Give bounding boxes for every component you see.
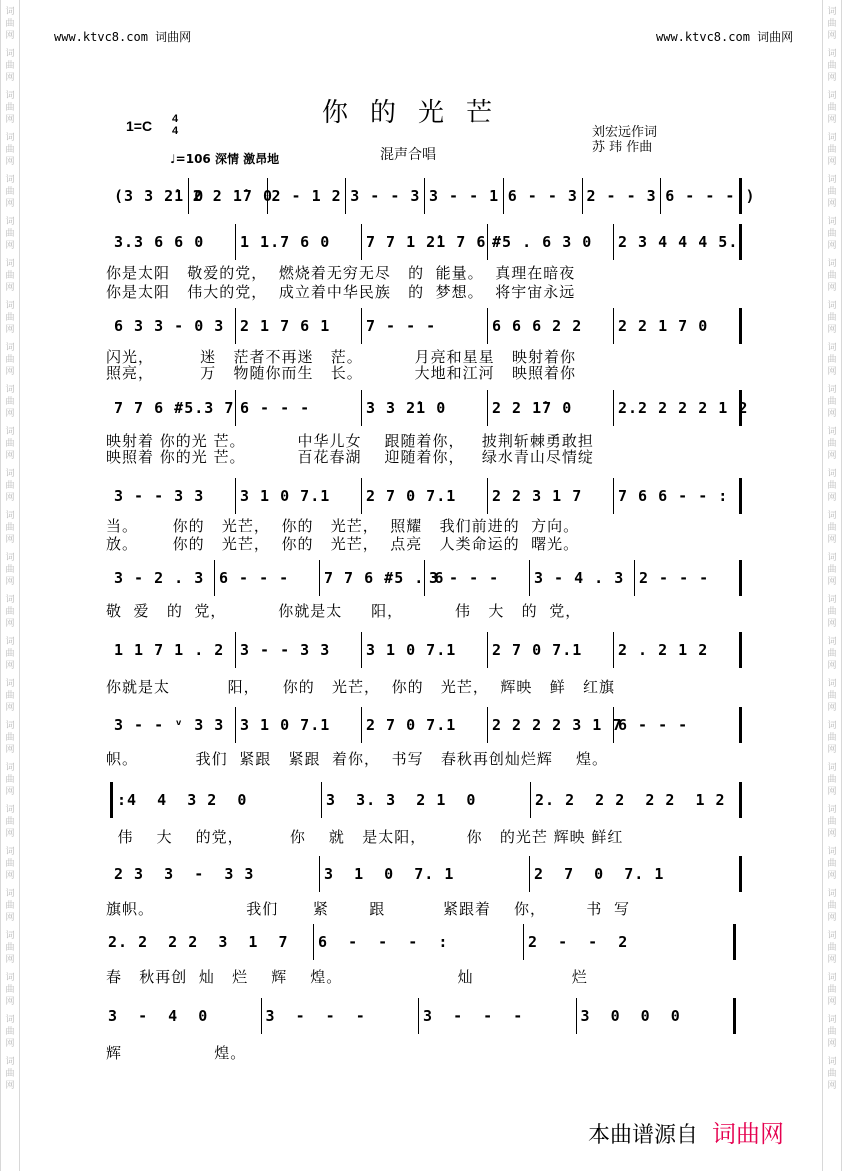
measure-notes: 2 - - - bbox=[639, 569, 710, 587]
measure bbox=[614, 224, 742, 260]
measure-notes: 3 1 0 7.1 bbox=[240, 487, 331, 505]
song-title: 你的光芒 bbox=[322, 98, 515, 128]
notation-system bbox=[110, 707, 742, 743]
measure bbox=[320, 856, 530, 892]
measure-notes: 6 - - - bbox=[240, 399, 311, 417]
measure bbox=[530, 560, 635, 596]
watermark-mark: 词 曲 网 bbox=[5, 679, 15, 713]
watermark-mark: 词 曲 网 bbox=[827, 553, 837, 587]
measure bbox=[110, 632, 236, 668]
measure bbox=[236, 707, 362, 743]
measure-notes: 3 1 0 7.1 bbox=[366, 641, 457, 659]
measure-notes: 2 2 2 2 3 1 7 bbox=[492, 716, 623, 734]
measure bbox=[614, 390, 749, 426]
watermark-mark: 词 曲 网 bbox=[827, 637, 837, 671]
measure-notes: 2 2 3 1 7 bbox=[492, 487, 583, 505]
measure-notes: 3 1 0 7.1 bbox=[240, 716, 331, 734]
measure bbox=[236, 478, 362, 514]
watermark-mark: 词 曲 网 bbox=[5, 595, 15, 629]
watermark-mark: 词 曲 网 bbox=[5, 427, 15, 461]
watermark-strip-left bbox=[0, 0, 20, 1171]
measure bbox=[189, 178, 273, 214]
measure-notes: 1 1.7 6 0 bbox=[240, 233, 331, 251]
lyric-line: 帜。 我们 紧跟 紧跟 着你， 书写 春秋再创灿烂辉 煌。 bbox=[106, 750, 608, 768]
measure bbox=[661, 178, 756, 214]
measure bbox=[314, 924, 524, 960]
measure bbox=[488, 224, 614, 260]
measure-notes: 6 - - - ) bbox=[665, 187, 756, 205]
watermark-mark: 词 曲 网 bbox=[5, 637, 15, 671]
measure-notes: 3 - - 3 bbox=[350, 187, 421, 205]
arrangement-subtitle: 混声合唱 bbox=[380, 147, 436, 163]
watermark-mark: 词 曲 网 bbox=[827, 931, 837, 965]
measure-notes: 3 3. 3 2 1 0 bbox=[326, 791, 477, 809]
watermark-mark: 词 曲 网 bbox=[827, 595, 837, 629]
measure bbox=[104, 924, 314, 960]
measure bbox=[110, 224, 236, 260]
lyric-line: 闪光， 迷 茫者不再迷 茫。 月亮和星星 映射着你 bbox=[106, 348, 576, 366]
watermark-mark: 词 曲 网 bbox=[827, 721, 837, 755]
measure bbox=[488, 707, 623, 743]
measure-notes: 3 1 0 7. 1 bbox=[324, 865, 455, 883]
watermark-mark: 词 曲 网 bbox=[827, 469, 837, 503]
measure-notes: 3 - - 3 3 bbox=[114, 487, 205, 505]
lyric-line: 映射着 你的光 芒。 中华儿女 跟随着你， 披荆斩棘勇敢担 bbox=[106, 432, 594, 450]
measure-notes: 2.2 2 2 2 1 2 bbox=[618, 399, 749, 417]
measure-notes: 7 7 6 #5 . 6 bbox=[324, 569, 445, 587]
measure-notes: (3 3 2̇1 0 bbox=[114, 187, 205, 205]
measure bbox=[614, 632, 742, 668]
measure-notes: :4 4 3 2 0 bbox=[117, 791, 248, 809]
watermark-mark: 词 曲 网 bbox=[827, 511, 837, 545]
measure-notes: #5 . 6 3 0 bbox=[492, 233, 593, 251]
watermark-mark: 词 曲 网 bbox=[827, 91, 837, 125]
watermark-mark: 词 曲 网 bbox=[827, 301, 837, 335]
measure bbox=[488, 632, 614, 668]
measure bbox=[236, 308, 362, 344]
measure-notes: 2 2 1̇7 0 bbox=[192, 187, 273, 205]
measure-notes: 6 - - - : bbox=[318, 933, 449, 951]
measure-notes: 2 - 1 2 bbox=[271, 187, 342, 205]
composer-credit: 苏 玮 作曲 bbox=[592, 140, 653, 155]
lyric-line: 辉 煌。 bbox=[106, 1044, 247, 1062]
measure bbox=[614, 308, 742, 344]
watermark-mark: 词 曲 网 bbox=[827, 49, 837, 83]
measure bbox=[262, 998, 420, 1034]
notation-system bbox=[110, 224, 742, 260]
measure bbox=[110, 390, 236, 426]
watermark-mark: 词 曲 网 bbox=[827, 427, 837, 461]
measure-notes: 7 - - - bbox=[366, 317, 437, 335]
watermark-mark: 词 曲 网 bbox=[5, 301, 15, 335]
measure bbox=[635, 560, 742, 596]
watermark-mark: 词 曲 网 bbox=[5, 973, 15, 1007]
measure bbox=[583, 178, 662, 214]
measure bbox=[419, 998, 577, 1034]
lyric-line: 映照着 你的光 芒。 百花春湖 迎随着你， 绿水青山尽情绽 bbox=[106, 448, 594, 466]
measure bbox=[362, 632, 488, 668]
measure-notes: 2 3 3 - 3 3 bbox=[114, 865, 255, 883]
watermark-mark: 词 曲 网 bbox=[5, 931, 15, 965]
measure bbox=[362, 390, 488, 426]
measure-notes: 6 - - - bbox=[618, 716, 689, 734]
watermark-mark: 词 曲 网 bbox=[827, 679, 837, 713]
measure bbox=[531, 782, 742, 818]
footer-text: 本曲谱源自 bbox=[588, 1123, 699, 1148]
measure bbox=[504, 178, 583, 214]
watermark-mark: 词 曲 网 bbox=[5, 763, 15, 797]
measure-notes: 3 - - - bbox=[423, 1007, 524, 1025]
watermark-mark: 词 曲 网 bbox=[827, 1015, 837, 1049]
measure-notes: 3 - - 3 3 bbox=[240, 641, 331, 659]
measure bbox=[488, 390, 614, 426]
measure bbox=[577, 998, 737, 1034]
measure-notes: 3 - - - bbox=[429, 569, 500, 587]
measure-notes: 2 - - 2 bbox=[528, 933, 629, 951]
measure-notes: 6 - - 3 bbox=[507, 187, 578, 205]
watermark-mark: 词 曲 网 bbox=[5, 91, 15, 125]
watermark-mark: 词 曲 网 bbox=[5, 385, 15, 419]
lyric-line: 旗帜。 我们 紧 跟 紧跟着 你， 书 写 bbox=[106, 900, 630, 918]
lyric-line: 敬 爱 的 党， 你就是太 阳， 伟 大 的 党， bbox=[106, 602, 582, 620]
measure bbox=[104, 998, 262, 1034]
measure bbox=[614, 478, 742, 514]
watermark-mark: 词 曲 网 bbox=[5, 511, 15, 545]
measure-notes: 2 7 0 7.1 bbox=[366, 716, 457, 734]
measure-notes: 7 6 6 - - : bbox=[618, 487, 729, 505]
measure-notes: 3 - - - bbox=[265, 1007, 366, 1025]
measure-notes: 3 3 2̇1 0 bbox=[366, 399, 447, 417]
measure bbox=[322, 782, 531, 818]
footer-brand: 词曲网 bbox=[712, 1120, 785, 1148]
measure-notes: 2. 2 2 2 3 1 7 bbox=[108, 933, 289, 951]
measure bbox=[346, 178, 425, 214]
watermark-mark: 词 曲 网 bbox=[827, 805, 837, 839]
watermark-mark: 词 曲 网 bbox=[5, 343, 15, 377]
measure bbox=[425, 178, 504, 214]
measure-notes: 2 2 1 7 0 bbox=[618, 317, 709, 335]
tempo-marking: ♩=106 深情 激昂地 bbox=[170, 152, 280, 166]
watermark-mark: 词 曲 网 bbox=[827, 847, 837, 881]
measure bbox=[268, 178, 347, 214]
measure-notes: 6 6 6 2 2 bbox=[492, 317, 583, 335]
lyric-line: 春 秋再创 灿 烂 辉 煌。 灿 烂 bbox=[106, 968, 588, 986]
measure-notes: 3 - - 1 bbox=[429, 187, 500, 205]
watermark-mark: 词 曲 网 bbox=[5, 805, 15, 839]
watermark-mark: 词 曲 网 bbox=[5, 7, 15, 41]
measure bbox=[362, 224, 488, 260]
notation-system bbox=[104, 998, 736, 1034]
notation-system bbox=[110, 308, 742, 344]
watermark-mark: 词 曲 网 bbox=[5, 1057, 15, 1091]
key-signature: 1=C bbox=[126, 118, 153, 134]
measure-notes: 2 7 0 7. 1 bbox=[534, 865, 665, 883]
watermark-mark: 词 曲 网 bbox=[5, 469, 15, 503]
site-url-right: www.ktvc8.com 词曲网 bbox=[656, 30, 794, 44]
watermark-mark: 词 曲 网 bbox=[827, 259, 837, 293]
lyric-line: 照亮， 万 物随你而生 长。 大地和江河 映照着你 bbox=[106, 364, 576, 382]
site-url-left: www.ktvc8.com 词曲网 bbox=[54, 30, 192, 44]
watermark-mark: 词 曲 网 bbox=[827, 217, 837, 251]
measure-notes: 3.3 6 6 0 bbox=[114, 233, 205, 251]
measure-notes: 6 - - - bbox=[219, 569, 290, 587]
measure bbox=[524, 924, 736, 960]
watermark-mark: 词 曲 网 bbox=[827, 175, 837, 209]
watermark-mark: 词 曲 网 bbox=[827, 763, 837, 797]
lyric-line: 你是太阳 敬爱的党， 燃烧着无穷无尽 的 能量。 真理在暗夜 bbox=[106, 264, 576, 282]
lyric-line: 当。 你的 光芒， 你的 光芒， 照耀 我们前进的 方向。 bbox=[106, 517, 580, 535]
lyric-line: 你是太阳 伟大的党， 成立着中华民族 的 梦想。 将宇宙永远 bbox=[106, 283, 576, 301]
measure bbox=[110, 782, 322, 818]
measure bbox=[530, 856, 742, 892]
measure-notes: 2 1 7 6 1 bbox=[240, 317, 331, 335]
measure bbox=[488, 478, 614, 514]
measure bbox=[110, 707, 236, 743]
measure-notes: 2 - - 3 bbox=[586, 187, 657, 205]
notation-system bbox=[104, 924, 736, 960]
notation-system bbox=[110, 856, 742, 892]
measure-notes: 2 . 2 1 2 bbox=[618, 641, 709, 659]
watermark-mark: 词 曲 网 bbox=[5, 553, 15, 587]
measure bbox=[236, 224, 362, 260]
measure bbox=[320, 560, 445, 596]
watermark-mark: 词 曲 网 bbox=[5, 49, 15, 83]
lyric-line: 伟 大 的党， 你 就 是太阳， 你 的光芒 辉映 鲜红 bbox=[106, 828, 624, 846]
watermark-mark: 词 曲 网 bbox=[827, 889, 837, 923]
watermark-mark: 词 曲 网 bbox=[5, 175, 15, 209]
measure-notes: 2 7 0 7.1 bbox=[492, 641, 583, 659]
source-footer bbox=[588, 1114, 784, 1149]
measure bbox=[614, 707, 742, 743]
notation-system bbox=[110, 632, 742, 668]
measure bbox=[362, 308, 488, 344]
measure-notes: 3 - - ᵛ 3 3 bbox=[114, 716, 225, 734]
notation-system bbox=[110, 782, 742, 818]
watermark-mark: 词 曲 网 bbox=[5, 259, 15, 293]
measure bbox=[236, 390, 362, 426]
notation-system bbox=[110, 178, 756, 214]
watermark-mark: 词 曲 网 bbox=[827, 133, 837, 167]
measure bbox=[488, 308, 614, 344]
measure-notes: 2 7 0 7.1 bbox=[366, 487, 457, 505]
measure-notes: 3 - 4 . 3 bbox=[534, 569, 625, 587]
notation-system bbox=[110, 390, 749, 426]
watermark-mark: 词 曲 网 bbox=[827, 7, 837, 41]
measure bbox=[110, 560, 215, 596]
measure bbox=[110, 178, 205, 214]
watermark-mark: 词 曲 网 bbox=[827, 385, 837, 419]
measure-notes: 2 2 1̇7 0 bbox=[492, 399, 573, 417]
measure bbox=[110, 308, 236, 344]
watermark-mark: 词 曲 网 bbox=[5, 889, 15, 923]
watermark-mark: 词 曲 网 bbox=[5, 1015, 15, 1049]
measure-notes: 3 - 4 0 bbox=[108, 1007, 209, 1025]
time-signature bbox=[172, 113, 178, 137]
measure bbox=[425, 560, 530, 596]
lyric-line: 你就是太 阳， 你的 光芒， 你的 光芒， 辉映 鲜 红旗 bbox=[106, 678, 616, 696]
measure-notes: 2. 2 2 2 2 2 1 2 bbox=[535, 791, 726, 809]
time-signature-bottom: 4 bbox=[172, 125, 179, 137]
measure bbox=[110, 478, 236, 514]
watermark-mark: 词 曲 网 bbox=[827, 343, 837, 377]
measure-notes: 7 7 6 #5.3 7 bbox=[114, 399, 235, 417]
watermark-mark: 词 曲 网 bbox=[827, 973, 837, 1007]
watermark-mark: 词 曲 网 bbox=[827, 1057, 837, 1091]
measure bbox=[236, 632, 362, 668]
measure-notes: 3 - 2 . 3 bbox=[114, 569, 205, 587]
measure-notes: 3 0 0 0 bbox=[580, 1007, 681, 1025]
measure-notes: 2 3 4 4 4 5. bbox=[618, 233, 739, 251]
watermark-mark: 词 曲 网 bbox=[5, 721, 15, 755]
watermark-strip-right bbox=[822, 0, 842, 1171]
notation-system bbox=[110, 560, 742, 596]
watermark-mark: 词 曲 网 bbox=[5, 847, 15, 881]
measure bbox=[362, 707, 488, 743]
measure-notes: 7 7 1 2̇1 7 6 bbox=[366, 233, 487, 251]
watermark-mark: 词 曲 网 bbox=[5, 217, 15, 251]
notation-system bbox=[110, 478, 742, 514]
measure-notes: 6 3 3 - 0 3 bbox=[114, 317, 225, 335]
measure-notes: 1 1 7 1 . 2 bbox=[114, 641, 225, 659]
time-signature-top: 4 bbox=[172, 113, 179, 125]
lyric-line: 放。 你的 光芒， 你的 光芒， 点亮 人类命运的 曙光。 bbox=[106, 535, 580, 553]
lyricist-credit: 刘宏远作词 bbox=[592, 125, 658, 140]
measure bbox=[215, 560, 320, 596]
measure bbox=[362, 478, 488, 514]
measure bbox=[110, 856, 320, 892]
watermark-mark: 词 曲 网 bbox=[5, 133, 15, 167]
